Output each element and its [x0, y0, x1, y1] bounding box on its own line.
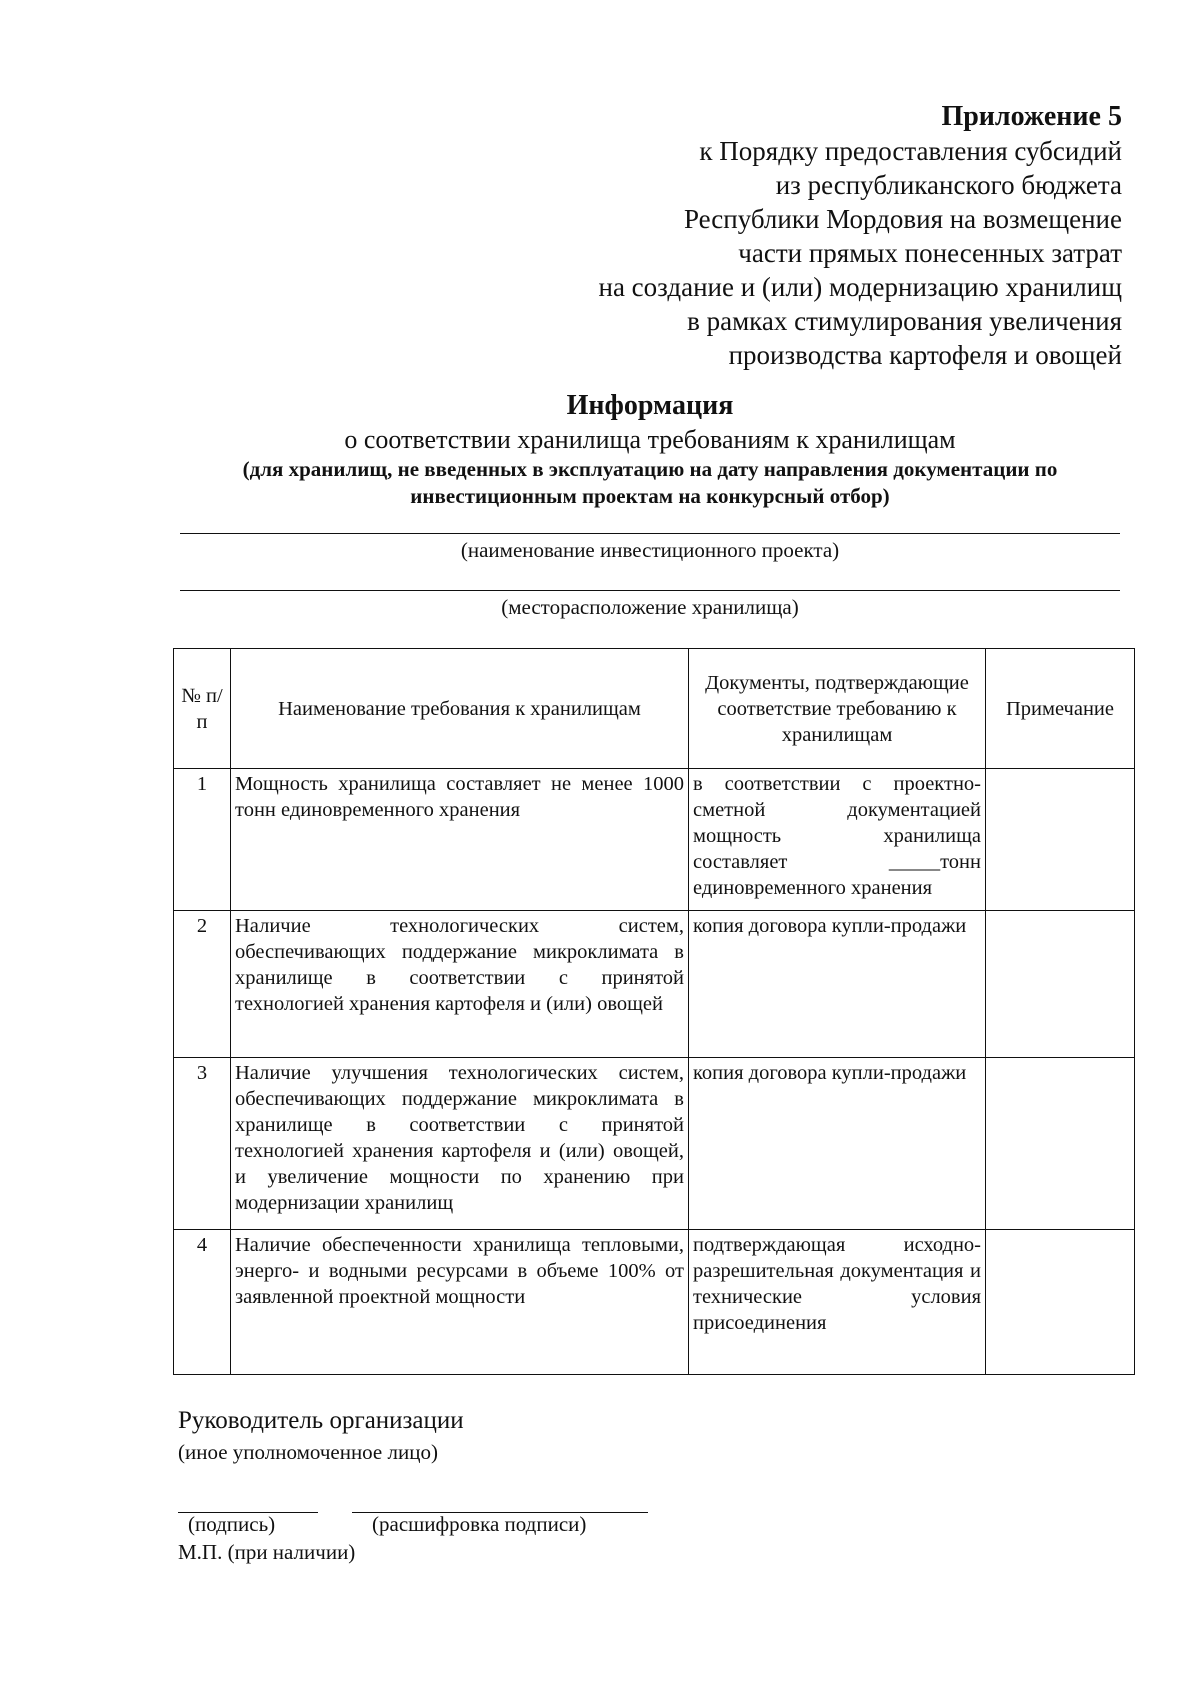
appendix-line: Республики Мордовия на возмещение — [683, 204, 1122, 234]
signature-other: (иное уполномоченное лицо) — [178, 1440, 438, 1464]
row-requirement: Наличие улучшения технологических систем, обеспечивающих поддержание микроклимата в хранилище в соответствии с принятой технологией хранения картофеля и (или) овощей, и увеличение мощности по хранению при модернизации хранилищ — [231, 1058, 689, 1230]
info-note-line: инвестиционным проектам на конкурсный отбор) — [410, 484, 890, 508]
row-note[interactable] — [986, 1058, 1135, 1230]
signature-caption: (подпись) — [188, 1512, 276, 1536]
row-documents: копия договора купли-продажи — [689, 1058, 986, 1230]
signature-decode-caption: (расшифровка подписи) — [372, 1512, 587, 1536]
appendix-line: на создание и (или) модернизацию хранилищ — [598, 272, 1122, 302]
row-requirement: Наличие обеспеченности хранилища тепловыми, энерго- и водными ресурсами в объеме 100% от заявленной проектной мощности — [231, 1230, 689, 1375]
table-row — [174, 1230, 1135, 1375]
row-requirement: Наличие технологических систем, обеспечивающих поддержание микроклимата в хранилище в соответствии с принятой технологией хранения картофеля и (или) овощей — [231, 911, 689, 1058]
appendix-line: к Порядку предоставления субсидий — [699, 136, 1122, 166]
row-documents: копия договора купли-продажи — [689, 911, 986, 1058]
row-num: 3 — [174, 1058, 231, 1230]
table-row — [174, 769, 1135, 911]
table-row — [174, 1058, 1135, 1230]
info-title: Информация — [566, 390, 734, 421]
row-note[interactable] — [986, 769, 1135, 911]
row-documents: в соответствии с проектно-сметной документацией мощность хранилища составляет _____тонн единовременного хранения — [689, 769, 986, 911]
row-num: 1 — [174, 769, 231, 911]
header-num: № п/п — [174, 649, 231, 769]
stamp-note: М.П. (при наличии) — [178, 1540, 356, 1564]
row-documents: подтверждающая исходно-разрешительная документация и технические условия присоединения — [689, 1230, 986, 1375]
info-note-line: (для хранилищ, не введенных в эксплуатацию на дату направления документации по — [242, 457, 1058, 481]
info-block — [180, 388, 1120, 510]
appendix-line: в рамках стимулирования увеличения — [687, 306, 1122, 336]
row-num: 4 — [174, 1230, 231, 1375]
info-subtitle: о соответствии хранилища требованиям к хранилищам — [344, 425, 956, 454]
appendix-line: производства картофеля и овощей — [728, 340, 1122, 370]
header-documents: Документы, подтверждающие соответствие требованию к хранилищам — [689, 649, 986, 769]
project-name-caption: (наименование инвестиционного проекта) — [460, 538, 840, 562]
signature-head: Руководитель организации — [178, 1407, 464, 1434]
location-caption: (месторасположение хранилища) — [501, 595, 799, 619]
header-requirement: Наименование требования к хранилищам — [231, 649, 689, 769]
location-line[interactable] — [180, 590, 1120, 591]
header-note: Примечание — [986, 649, 1135, 769]
project-name-line[interactable] — [180, 533, 1120, 534]
appendix-line: части прямых понесенных затрат — [738, 238, 1122, 268]
row-requirement: Мощность хранилища составляет не менее 1000 тонн единовременного хранения — [231, 769, 689, 911]
row-note[interactable] — [986, 1230, 1135, 1375]
requirements-table — [173, 648, 1135, 1375]
appendix-header — [599, 100, 1123, 372]
table-row — [174, 911, 1135, 1058]
row-note[interactable] — [986, 911, 1135, 1058]
row-num: 2 — [174, 911, 231, 1058]
appendix-line: из республиканского бюджета — [775, 170, 1122, 200]
table-header-row — [174, 649, 1135, 769]
appendix-title: Приложение 5 — [941, 101, 1122, 132]
